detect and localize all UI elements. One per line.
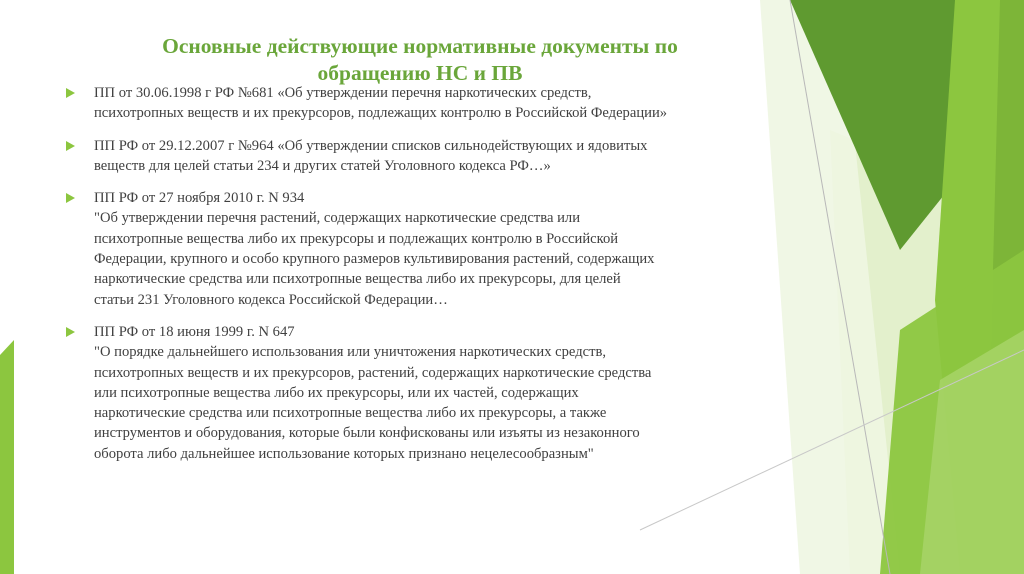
- item-line: Федерации, крупного и особо крупного размеров культивирования растений, содержащих: [94, 251, 655, 268]
- list-item: [66, 322, 766, 464]
- slide-title: [60, 33, 780, 87]
- item-line: ПП от 30.06.1998 г РФ №681 «Об утверждении перечня наркотических средств,: [94, 85, 592, 101]
- bullet-arrow-icon: [66, 88, 75, 98]
- item-line: статьи 231 Уголовного кодекса Российской Федерации…: [94, 291, 448, 308]
- item-line: "Об утверждении перечня растений, содержащих наркотические средства или: [94, 210, 581, 227]
- item-line: или психотропные вещества либо их прекурсоры, или их частей, содержащих: [94, 384, 579, 401]
- item-line: инструментов и оборудования, которые были конфискованы или изъяты из незаконного: [94, 425, 640, 442]
- item-line: психотропных веществ и их прекурсоров, растений, содержащих наркотические средства: [94, 364, 652, 381]
- list-item: [66, 83, 766, 124]
- item-line: наркотические средства или психотропные вещества либо их прекурсоры, для целей: [94, 271, 621, 288]
- list-item: [66, 136, 766, 177]
- title-line: обращению НС и ПВ: [317, 61, 523, 85]
- title-line: Основные действующие нормативные документы по: [162, 34, 678, 58]
- left-accent-stripe: [0, 340, 14, 574]
- item-line: веществ для целей статьи 234 и других статей Уголовного кодекса РФ…»: [94, 157, 551, 174]
- bullet-arrow-icon: [66, 193, 75, 203]
- item-line: ПП РФ от 27 ноября 2010 г. N 934: [94, 190, 305, 207]
- bullet-arrow-icon: [66, 327, 75, 337]
- list-item: [66, 188, 766, 310]
- bullet-arrow-icon: [66, 141, 75, 151]
- item-line: оборота либо дальнейшее использование которых признано нецелесообразным": [94, 445, 594, 462]
- item-line: ПП РФ от 18 июня 1999 г. N 647: [94, 323, 295, 340]
- item-line: ПП РФ от 29.12.2007 г №964 «Об утверждении списков сильнодействующих и ядовитых: [94, 137, 648, 154]
- item-line: "О порядке дальнейшего использования или уничтожения наркотических средств,: [94, 344, 607, 361]
- document-list: [66, 83, 766, 476]
- item-line: психотропные вещества либо их прекурсоры и подлежащих контролю в Российской: [94, 230, 619, 247]
- item-line: психотропных веществ и их прекурсоров, подлежащих контролю в Российской Федерации»: [94, 105, 668, 122]
- item-line: наркотические средства или психотропные вещества либо их прекурсоры, а также: [94, 405, 607, 422]
